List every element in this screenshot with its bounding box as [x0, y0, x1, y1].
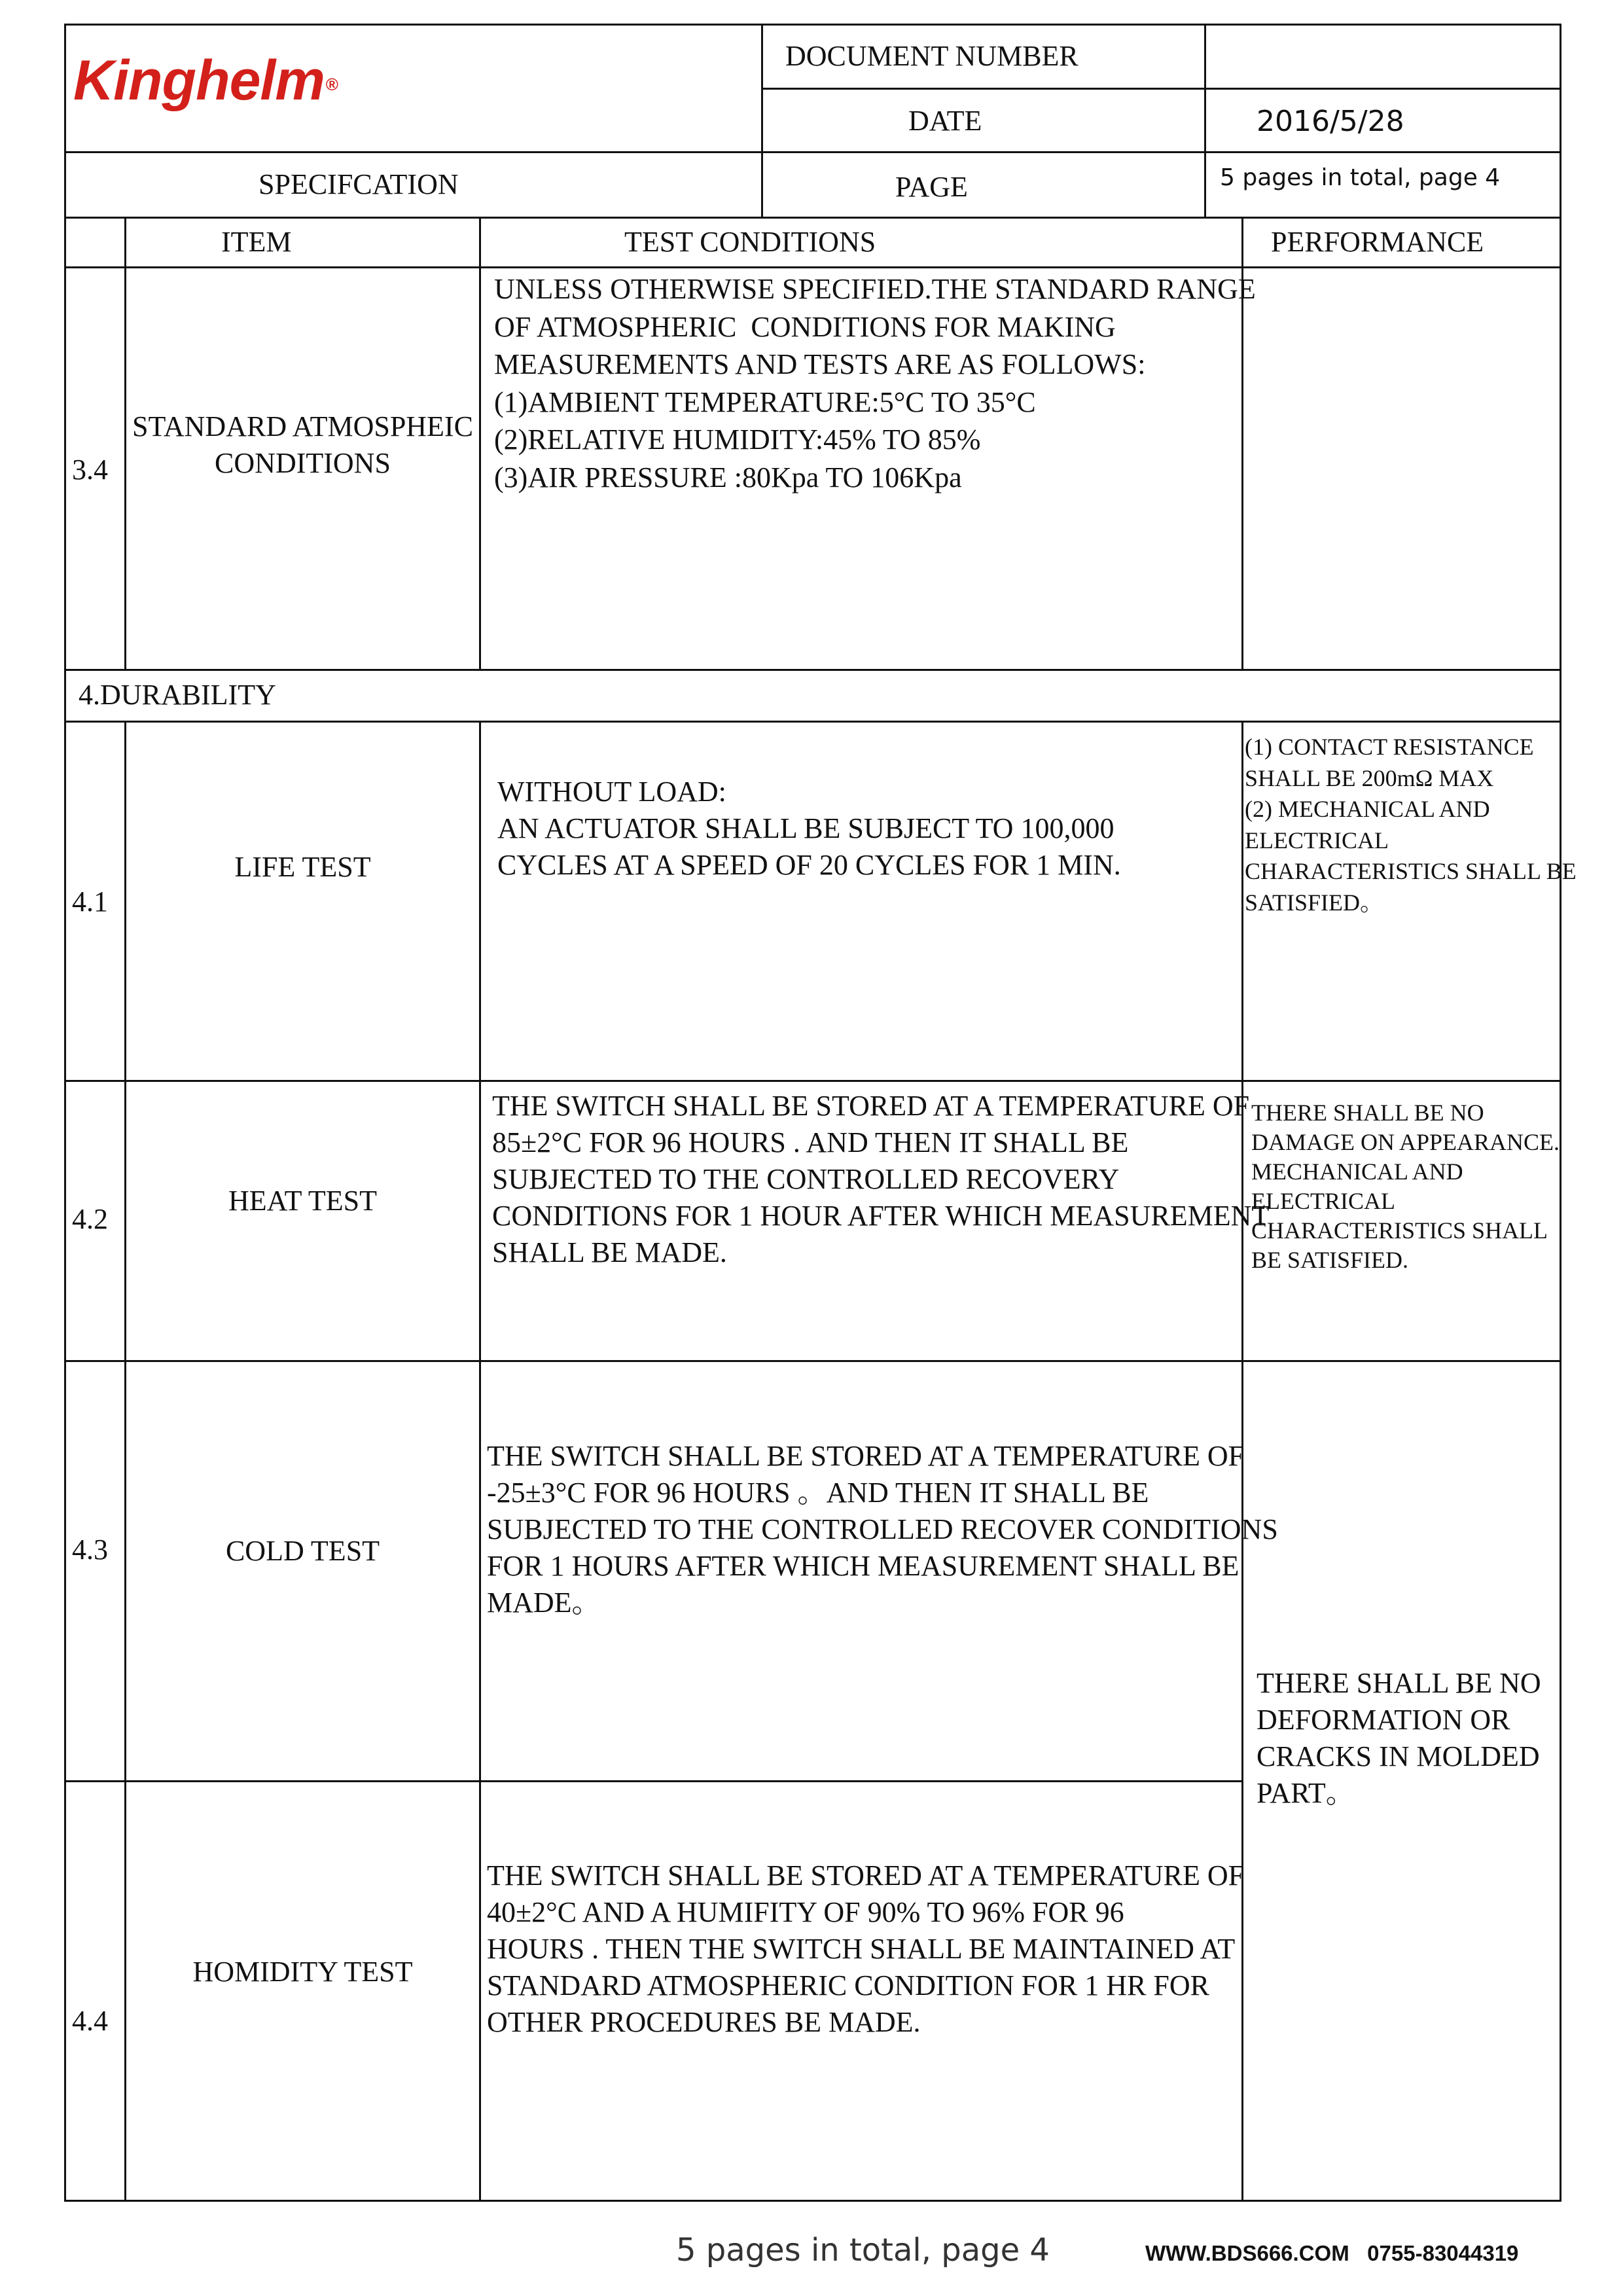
col-header-performance: PERFORMANCE: [1271, 226, 1484, 258]
row-sep-section: [64, 721, 1561, 723]
row-sep-42: [64, 1360, 1561, 1362]
frame-top: [64, 24, 1561, 26]
header-line-3: [64, 217, 1561, 219]
footer-page-text: 5 pages in total, page 4: [676, 2232, 1050, 2269]
row-conditions: THE SWITCH SHALL BE STORED AT A TEMPERATURE OF -25±3°C FOR 96 HOURS 。AND THEN IT SHALL BE SUBJECTED TO THE CONTROLLED RECOVER CONDITIONS FOR 1 HOURS AFTER WHICH MEASUREMENT SHALL BE MADE。: [487, 1440, 1278, 1619]
date-value: 2016/5/28: [1257, 105, 1404, 138]
date-label: DATE: [908, 105, 982, 137]
row-num: 4.2: [72, 1203, 108, 1235]
row-num: 4.3: [72, 1534, 108, 1566]
frame-bottom: [64, 2200, 1561, 2202]
frame-left: [64, 24, 66, 2202]
row-conditions: THE SWITCH SHALL BE STORED AT A TEMPERATURE OF 40±2°C AND A HUMIFITY OF 90% TO 96% FOR 96 HOURS . THEN THE SWITCH SHALL BE MAINTAINED AT STANDARD ATMOSPHERIC CONDITION FOR 1 HR FOR OTHER PROCEDURES BE MADE.: [487, 1859, 1245, 2038]
row-item: HEAT TEST: [228, 1185, 377, 1217]
doc-number-label: DOCUMENT NUMBER: [785, 40, 1079, 72]
row-performance: THERE SHALL BE NO DAMAGE ON APPEARANCE. MECHANICAL AND ELECTRICAL CHARACTERISTICS SHALL BE SATISFIED.: [1251, 1100, 1560, 1273]
col-header-item: ITEM: [221, 226, 292, 258]
col-header-line: [64, 266, 1561, 268]
frame-right: [1560, 24, 1561, 2202]
row-sep-43: [64, 1780, 1242, 1782]
row-performance: (1) CONTACT RESISTANCE SHALL BE 200mΩ MAX (2) MECHANICAL AND ELECTRICAL CHARACTERISTICS SHALL BE SATISFIED。: [1245, 734, 1577, 916]
row-num: 3.4: [72, 454, 108, 486]
header-divider-1: [761, 24, 763, 219]
row-conditions: THE SWITCH SHALL BE STORED AT A TEMPERATURE OF 85±2°C FOR 96 HOURS . AND THEN IT SHALL BE SUBJECTED TO THE CONTROLLED RECOVERY CONDITIONS FOR 1 HOUR AFTER WHICH MEASUREMENT SHALL BE MADE.: [492, 1090, 1270, 1268]
row-conditions: WITHOUT LOAD: AN ACTUATOR SHALL BE SUBJECT TO 100,000 CYCLES AT A SPEED OF 20 CYCLES FOR 1 MIN.: [497, 776, 1121, 881]
row-num: 4.4: [72, 2005, 108, 2037]
row-num: 4.1: [72, 886, 108, 918]
header-divider-2: [1204, 24, 1206, 219]
col-header-conditions: TEST CONDITIONS: [624, 226, 876, 258]
row-sep-41: [64, 1080, 1561, 1082]
page-label: PAGE: [895, 171, 968, 203]
header-line-2: [64, 151, 1561, 153]
header-line-1: [761, 88, 1561, 90]
spec-label: SPECIFCATION: [259, 168, 459, 200]
col-div-item: [479, 217, 481, 670]
row-sep-34: [64, 669, 1561, 671]
page-value: 5 pages in total, page 4: [1220, 164, 1501, 191]
col-div-item-2: [479, 721, 481, 2201]
row-item: HOMIDITY TEST: [192, 1956, 413, 1988]
company-logo: Kinghelm®: [73, 49, 338, 112]
row-item: LIFE TEST: [234, 851, 371, 883]
footer-site-contact: WWW.BDS666.COM 0755-83044319: [1145, 2241, 1519, 2265]
shared-performance: THERE SHALL BE NO DEFORMATION OR CRACKS IN MOLDED PART。: [1257, 1667, 1541, 1809]
row-item: STANDARD ATMOSPHEIC CONDITIONS: [132, 410, 473, 479]
row-conditions: UNLESS OTHERWISE SPECIFIED.THE STANDARD RANGE OF ATMOSPHERIC CONDITIONS FOR MAKING MEASUREMENTS AND TESTS ARE AS FOLLOWS: (1)AMBIENT TEMPERATURE:5°C TO 35°C (2)RELATIVE HUMIDITY:45% TO 85% (3)AIR PRESSURE :80Kpa TO 106Kpa: [494, 273, 1256, 493]
row-item: COLD TEST: [225, 1535, 380, 1567]
section-title: 4.DURABILITY: [79, 679, 276, 711]
